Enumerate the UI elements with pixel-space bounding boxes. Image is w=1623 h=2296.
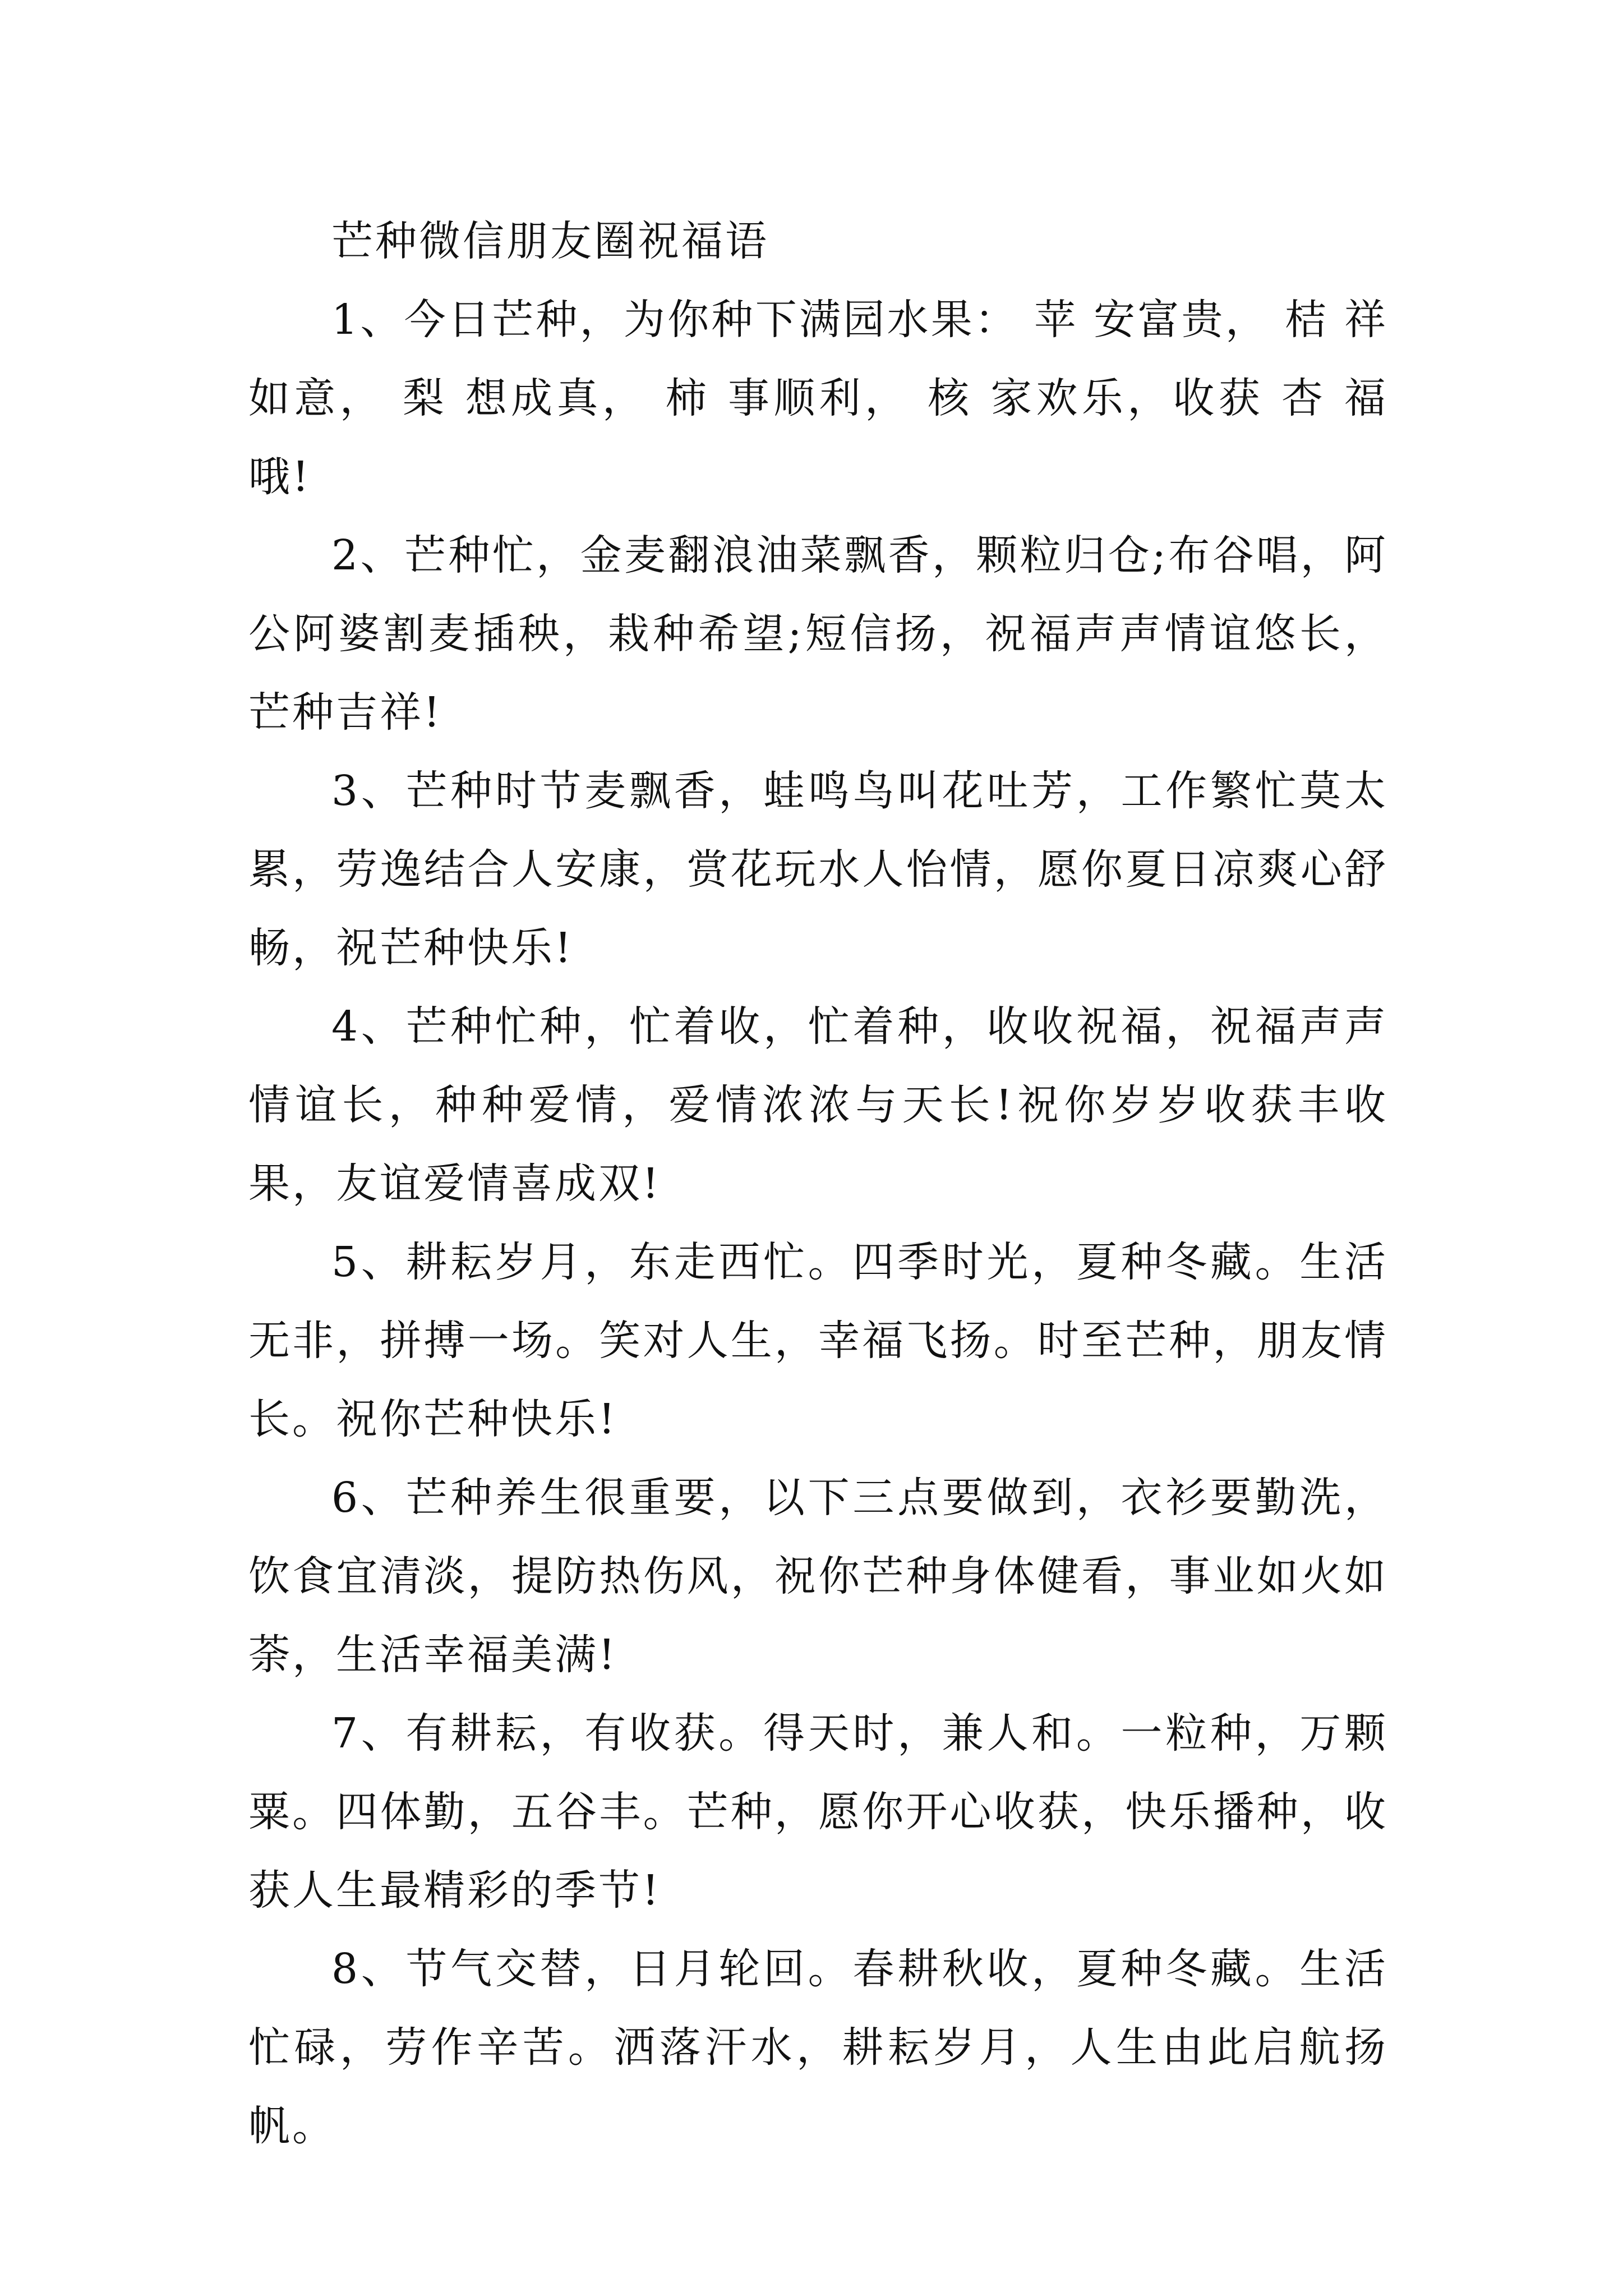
paragraph-6: 6、芒种养生很重要，以下三点要做到，衣衫要勤洗，饮食宜清淡，提防热伤风，祝你芒种身体健看，事业如火如荼，生活幸福美满! xyxy=(248,1474,1388,1679)
document-title: 芒种微信朋友圈祝福语 xyxy=(331,217,769,265)
paragraph-7: 7、有耕耘，有收获。得天时，兼人和。一粒种，万颗粟。四体勤，五谷丰。芒种，愿你开心收获，快乐播种，收获人生最精彩的季节! xyxy=(248,1709,1388,1915)
document-body xyxy=(248,202,1388,2165)
paragraph-8: 8、节气交替，日月轮回。春耕秋收，夏种冬藏。生活忙碌，劳作辛苦。洒落汗水，耕耘岁月，人生由此启航扬帆。 xyxy=(248,1945,1388,2150)
paragraph-3: 3、芒种时节麦飘香，蛙鸣鸟叫花吐芳，工作繁忙莫太累，劳逸结合人安康，赏花玩水人怡情，愿你夏日凉爽心舒畅，祝芒种快乐! xyxy=(248,767,1388,972)
paragraph-5: 5、耕耘岁月，东走西忙。四季时光，夏种冬藏。生活无非，拼搏一场。笑对人生，幸福飞扬。时至芒种，朋友情长。祝你芒种快乐! xyxy=(248,1238,1388,1443)
paragraph-2: 2、芒种忙，金麦翻浪油菜飘香，颗粒归仓;布谷唱，阿公阿婆割麦插秧，栽种希望;短信扬，祝福声声情谊悠长，芒种吉祥! xyxy=(248,531,1388,737)
paragraph-4: 4、芒种忙种，忙着收，忙着种，收收祝福，祝福声声情谊长，种种爱情，爱情浓浓与天长!祝你岁岁收获丰收果，友谊爱情喜成双! xyxy=(248,1002,1388,1208)
paragraph-1: 1、今日芒种，为你种下满园水果： 苹 安富贵， 桔 祥如意， 梨 想成真， 柿 事顺利， 核 家欢乐，收获 杏 福哦! xyxy=(248,296,1388,501)
